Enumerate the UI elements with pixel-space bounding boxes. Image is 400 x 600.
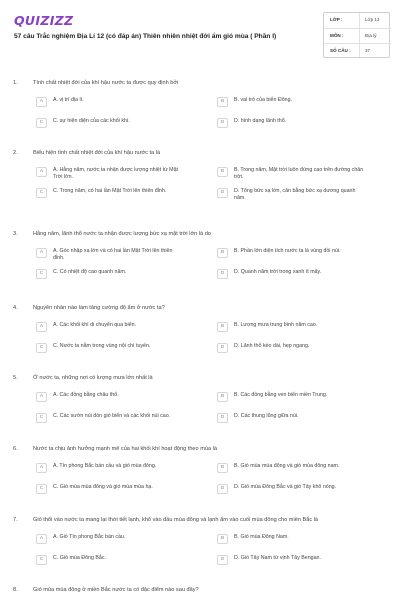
option-text: D. Các thung lũng giữa núi. (234, 413, 299, 419)
info-row-question-count (324, 43, 391, 58)
worksheet-title: 57 câu Trắc nghiệm Địa Lí 12 (có đáp án) Thiên nhiên nhiệt đới ẩm gió mùa ( Phần I) (14, 33, 277, 40)
option-text: C. Nước ta nằm trong vùng nội chí tuyến. (53, 343, 151, 349)
option-text: B. Trong năm, Mặt trời luôn đứng cao trên đường chân trời. (234, 167, 364, 180)
option-text: A. vị trí địa lí. (53, 97, 84, 103)
info-value: Địa lý (365, 33, 377, 38)
option-text: B. Phần lớn diện tích nước ta là vùng đồi núi. (234, 248, 341, 254)
option-letter-box: D (217, 484, 228, 494)
option-text: C. Gió mùa mùa đông và gió mùa mùa hạ. (53, 484, 153, 490)
option-text: B. Lượng mưa trung bình năm cao. (234, 322, 318, 328)
option-text: A. Các khối khí di chuyển qua biển. (53, 322, 137, 328)
option-text: A. Tín phong Bắc bán cầu và gió mùa đông. (53, 463, 157, 469)
option-letter-box: B (217, 167, 228, 177)
option-text: D. Lãnh thổ kéo dài, hẹp ngang. (234, 343, 310, 349)
option-text: D. Gió Tây Nam từ vịnh Tây Bengan. (234, 555, 321, 561)
question-text: Nước ta chịu ảnh hưởng mạnh mẽ của hai khối khí hoạt động theo mùa là (33, 446, 217, 452)
option-letter-box: D (217, 343, 228, 353)
option-text: B. Các đồng bằng ven biển miền Trung. (234, 392, 328, 398)
option-text: C. Có nhiệt độ cao quanh năm. (53, 269, 127, 275)
question-number: 8. (13, 587, 18, 593)
question-text: Gió mùa mùa đông ở miền Bắc nước ta có đặc điểm nào sau đây? (33, 587, 199, 593)
option-text: B. Gió mùa mùa đông và gió mùa đông nam. (234, 463, 340, 469)
option-text: C. Các sườn núi đón gió biển và các khối núi cao. (53, 413, 171, 419)
option-letter-box: D (217, 555, 228, 565)
question-text: Gió thổi vào nước ta mang lại thời tiết lạnh, khô vào đầu mùa đông và lạnh ẩm vào cuối mùa đông cho miền Bắc là (33, 517, 319, 523)
info-label: LỚP : (330, 17, 343, 22)
option-letter-box: D (217, 188, 228, 198)
option-text: D. Quanh năm trời trong xanh ít mây. (234, 269, 322, 275)
option-text: B. vai trò của biển Đông. (234, 97, 293, 103)
option-letter-box: C (36, 188, 47, 198)
option-letter-box: A (36, 97, 47, 107)
worksheet-header (0, 0, 400, 72)
option-letter-box: B (217, 248, 228, 258)
option-text: B. Gió mùa Đông Nam. (234, 534, 289, 540)
option-letter-box: C (36, 555, 47, 565)
info-label: SỐ CÂU : (330, 48, 351, 53)
option-letter-box: C (36, 343, 47, 353)
option-letter-box: A (36, 167, 47, 177)
option-text: A. Gió Tín phong Bắc bán cầu. (53, 534, 126, 540)
question-text: Ở nước ta, những nơi có lượng mưa lớn nhất là (33, 375, 153, 381)
option-letter-box: C (36, 118, 47, 128)
question-number: 7. (13, 517, 18, 523)
option-letter-box: D (217, 413, 228, 423)
option-letter-box: B (217, 534, 228, 544)
option-letter-box: B (217, 322, 228, 332)
option-text: C. Trong năm, có hai lần Mặt Trời lên thiên đỉnh. (53, 188, 167, 194)
option-letter-box: D (217, 269, 228, 279)
option-letter-box: C (36, 269, 47, 279)
info-row-subject (324, 28, 391, 43)
info-row-grade (324, 13, 391, 28)
option-text: D. hình dạng lãnh thổ. (234, 118, 287, 124)
option-text: C. sự hiện diện của các khối khí. (53, 118, 130, 124)
option-letter-box: B (217, 392, 228, 402)
question-number: 5. (13, 375, 18, 381)
option-text: D. Gió mùa Đông Bắc và gió Tây khô nóng. (234, 484, 337, 490)
worksheet-info-box (323, 12, 390, 58)
question-text: Hằng năm, lãnh thổ nước ta nhận được lượng bức xạ mặt trời lớn là do (33, 231, 211, 237)
question-number: 6. (13, 446, 18, 452)
question-number: 1. (13, 80, 18, 86)
option-text: A. Hằng năm, nước ta nhận được lượng nhiệt từ Mặt Trời lớn. (53, 167, 179, 180)
option-letter-box: C (36, 413, 47, 423)
info-label: MÔN : (330, 33, 344, 38)
option-letter-box: A (36, 463, 47, 473)
option-letter-box: D (217, 118, 228, 128)
option-text: C. Gió mùa Đông Bắc. (53, 555, 106, 561)
option-letter-box: B (217, 97, 228, 107)
option-text: D. Tổng bức xạ lớn, cân bằng bức xạ dương quanh năm. (234, 188, 356, 201)
info-value: Lớp 12 (365, 17, 380, 22)
option-text: A. Các đồng bằng châu thổ. (53, 392, 119, 398)
option-text: A. Góc nhập xạ lớn và có hai lần Mặt Trời lên thiên đỉnh. (53, 248, 173, 261)
question-text: Biểu hiện tính chất nhiệt đới của khí hậu nước ta là (33, 150, 161, 156)
option-letter-box: A (36, 248, 47, 258)
quizizz-logo: QUIZIZZ (14, 13, 74, 28)
question-text: Nguyên nhân nào làm tăng cường độ ẩm ở nước ta? (33, 305, 165, 311)
info-value: 37 (365, 48, 371, 53)
question-text: Tính chất nhiệt đới của khí hậu nước ta được quy định bởi (33, 80, 179, 86)
question-number: 4. (13, 305, 18, 311)
option-letter-box: C (36, 484, 47, 494)
question-number: 3. (13, 231, 18, 237)
option-letter-box: A (36, 534, 47, 544)
option-letter-box: A (36, 322, 47, 332)
option-letter-box: B (217, 463, 228, 473)
question-number: 2. (13, 150, 18, 156)
option-letter-box: A (36, 392, 47, 402)
